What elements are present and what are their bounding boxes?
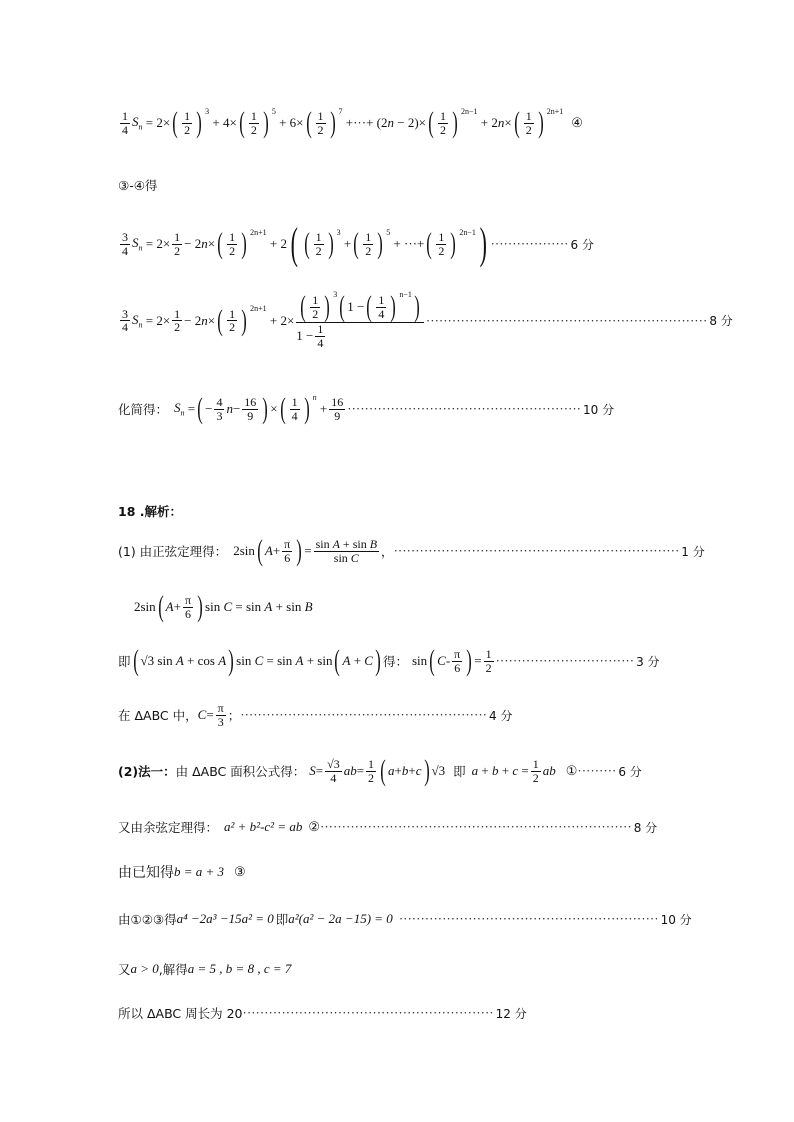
- circled-mark-2: ②: [308, 819, 321, 834]
- given-label: 由已知得: [118, 865, 174, 881]
- equation-18-2c: [118, 862, 246, 882]
- leader-dots: ······················································: [347, 401, 582, 416]
- equation-18-2e: [118, 960, 291, 978]
- law-of-cosines-label: 又由余弦定理得：: [118, 820, 219, 835]
- equation-line-5: 化简得： $S_n$ = ( − $\frac{4}{3}$ n − $\frac{16}{9}$ ) × ( $\frac{1}{4}$ ) n + $\frac{16}{9}$ ······················································ 10 分: [118, 392, 615, 425]
- leader-dots: ····························································: [398, 911, 659, 926]
- score-1: 1 分: [681, 544, 705, 559]
- leader-dots: ·························································: [240, 707, 487, 723]
- step-text: ③-④得: [118, 178, 158, 193]
- score-6b: 6 分: [618, 764, 642, 779]
- score-10: 10 分: [583, 402, 615, 417]
- also-label: 又: [118, 962, 131, 977]
- equation-18-2f: [118, 1004, 527, 1022]
- quartic-equation: a⁴ −2a³ −15a² = 0: [176, 911, 274, 926]
- circled-mark-1: ①: [565, 763, 578, 778]
- score-6: 6 分: [570, 237, 594, 252]
- law-of-sines-label: (1) 由正弦定理得：: [118, 544, 228, 559]
- simplify-label: 化简得：: [118, 402, 169, 417]
- equation-line-3: $\frac{3}{4}$ $S_n$ = 2× $\frac{1}{2}$ − 2n× ( $\frac{1}{2}$ ) 2n+1 + 2 ( ( $\frac{1}{2}$ ) 3 + ( $\frac{1}{2}$ ) 5 + ···+ ( $\frac{1}{2}$ ) 2n−1 ) ·················· 6 分: [122, 219, 594, 268]
- leader-dots: ········································································: [320, 819, 632, 834]
- combine-label: 由①②③得: [118, 912, 177, 927]
- solve-label: ,解得: [158, 962, 188, 977]
- step-label: [118, 176, 157, 194]
- equation-18-2a: (2)法一： 由 ΔABC 面积公式得： S = $\frac{√3}{4}$ ab = $\frac{1}{2}$ ( a + b + c ) √3 即 a + b + c = $\frac{1}{2}$ ab ① ········· 6 分: [118, 754, 642, 787]
- method-one-label: (2)法一：: [118, 764, 176, 779]
- equation-18-1c: 即 ( √3 sin A + cos A ) sin C = sin A + sin ( A + C ) 得： sin ( C - $\frac{\pi}{6}$ ) = $\frac{1}{2}$ ································ 3 分: [118, 644, 660, 677]
- in-triangle-label: 在 ΔABC 中，: [118, 708, 198, 724]
- score-12: 12 分: [495, 1006, 527, 1021]
- fraction: $\frac{1}{4}$: [122, 108, 128, 137]
- circled-mark-3: ③: [234, 864, 246, 879]
- perimeter-label: 所以 ΔABC 周长为 20: [118, 1006, 243, 1021]
- score-3: 3 分: [636, 654, 660, 669]
- area-formula-label: 由 ΔABC 面积公式得：: [175, 764, 306, 779]
- leader-dots: ·································································: [425, 312, 708, 328]
- cosine-equation: a² + b²-c² = ab: [224, 819, 303, 834]
- ji-label-2: 即: [453, 764, 466, 779]
- leader-dots: ··················: [490, 236, 569, 251]
- equation-18-1b: 2sin ( A + $\frac{\pi}{6}$ ) sin C = sin A + sin B: [134, 590, 313, 623]
- equation-18-2d: [118, 910, 692, 928]
- equation-18-1: (1) 由正弦定理得： 2sin ( A + $\frac{\pi}{6}$ ) = $\frac{\text{sin A + sin B}}{\text{sin C}}$ ， ·································································· 1 分: [118, 534, 705, 567]
- leader-dots: ··································································: [393, 543, 680, 558]
- section-title-18: [118, 502, 182, 520]
- equation-line-1: $\frac{1}{4}$ $S_n$ = 2× ( $\frac{1}{2}$ ) 3 + 4× ( $\frac{1}{2}$ ) 5 + 6× ( $\frac{1}{2}$ ) 7 +···+ (2n − 2)× ( $\frac{1}{2}$ ) 2n−1 + 2n× ( $\frac{1}{2}$ ) 2n+1 ④: [122, 106, 583, 139]
- ji-label-3: 即: [275, 912, 289, 927]
- leader-dots: ··························································: [242, 1005, 494, 1020]
- positive-condition: a > 0: [130, 961, 159, 976]
- factored-equation: a²(a² − 2a −15) = 0: [288, 911, 393, 926]
- score-8b: 8 分: [633, 820, 658, 835]
- leader-dots: ································: [495, 653, 635, 668]
- score-4: 4 分: [489, 708, 513, 723]
- given-equation: b = a + 3: [174, 864, 225, 879]
- equation-line-4: $\frac{3}{4}$ $S_n$ = 2× $\frac{1}{2}$ − 2n× ( $\frac{1}{2}$ ) 2n+1 + 2× ( $\frac{1}{2}$ ) 3 ( 1 − ( $\frac{1}{4}$ ) n−1 ) 1 − $\frac{1}{4}$ ································································· 8 分: [122, 289, 733, 350]
- ji-label: 即: [118, 654, 131, 669]
- de-label: 得：: [382, 654, 408, 669]
- equation-18-2b: [118, 818, 657, 836]
- section-title-text: 18 .解析：: [118, 504, 182, 519]
- equation-18-1d: 在 ΔABC 中， C = $\frac{\pi}{3}$ ； ························································· 4 分: [118, 701, 513, 729]
- s-n: $S_n$: [132, 114, 143, 132]
- score-8: 8 分: [709, 314, 733, 329]
- leader-dots: ·········: [577, 763, 617, 778]
- circled-mark-4: ④: [571, 115, 583, 130]
- solution-values: a = 5 , b = 8 , c = 7: [187, 961, 292, 976]
- score-10b: 10 分: [660, 912, 692, 927]
